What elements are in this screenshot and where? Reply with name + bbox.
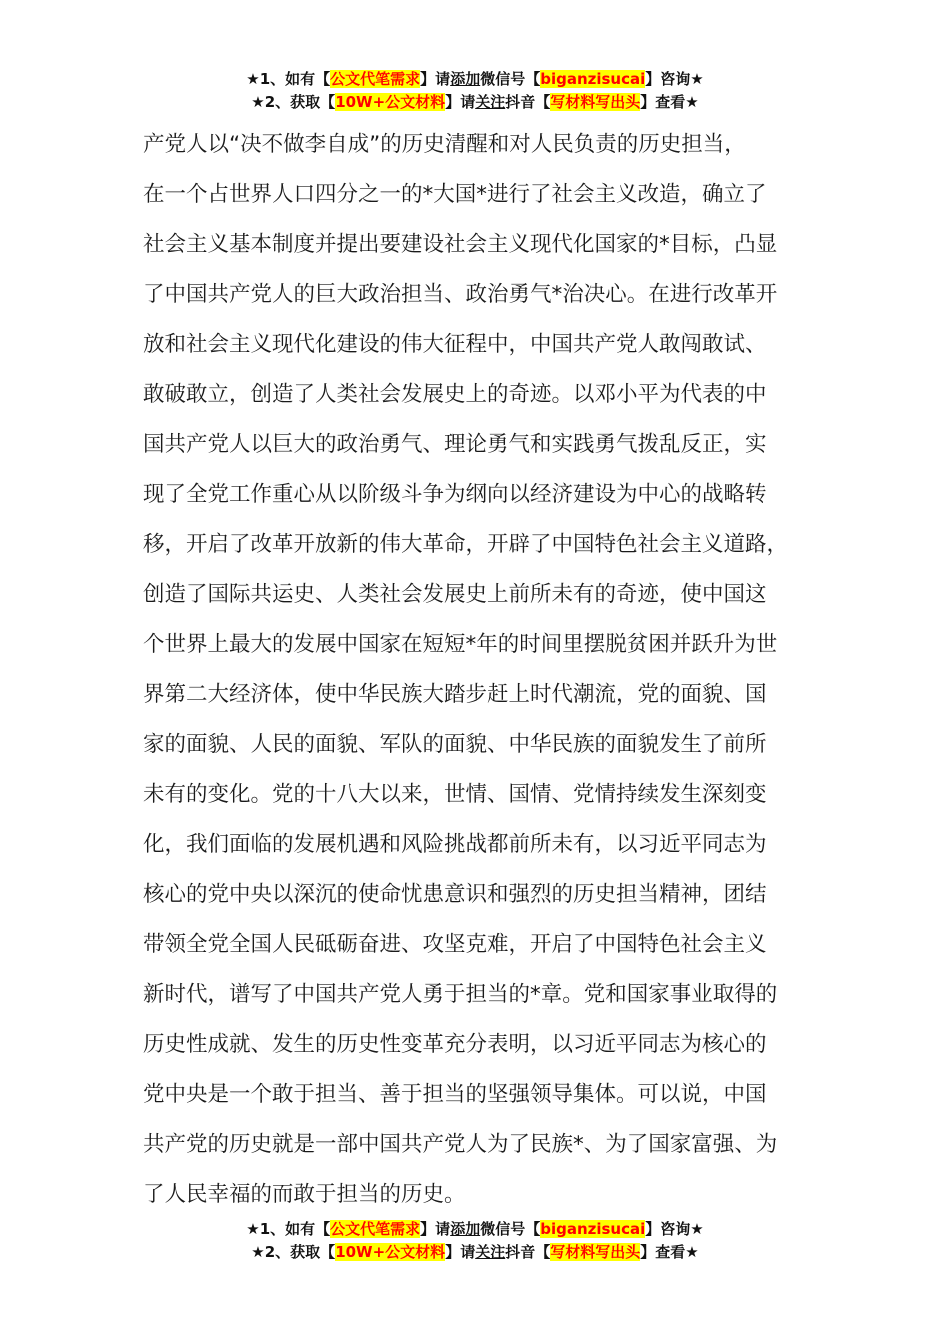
highlight-text: 公文代笔需求 [330, 70, 421, 88]
wechat-id: biganzisucai [540, 70, 646, 88]
banner-line-1: ★1、如有【公文代笔需求】请添加微信号【biganzisucai】咨询★ [246, 70, 704, 88]
text-line: 国共产党人以巨大的政治勇气、理论勇气和实践勇气拨乱反正，实 [143, 432, 767, 457]
header-banner [0, 68, 950, 114]
text-line: 共产党的历史就是一部中国共产党人为了民族*、为了国家富强、为 [143, 1132, 778, 1157]
text-line: 敢破敢立，创造了人类社会发展史上的奇迹。以邓小平为代表的中 [143, 382, 767, 407]
banner-line-1: ★1、如有【公文代笔需求】请添加微信号【biganzisucai】咨询★ [246, 1220, 704, 1238]
text-line: 化，我们面临的发展机遇和风险挑战都前所未有，以习近平同志为 [143, 832, 767, 857]
text-line: 带领全党全国人民砥砺奋进、攻坚克难，开启了中国特色社会主义 [143, 932, 767, 957]
text-line: 历史性成就、发生的历史性变革充分表明，以习近平同志为核心的 [143, 1032, 767, 1057]
banner-line-2: ★2、获取【10W+公文材料】请关注抖音【写材料写出头】查看★ [251, 1243, 699, 1261]
underlined-text: 关注 [475, 93, 506, 111]
douyin-account: 写材料写出头 [550, 93, 641, 111]
text-line: 创造了国际共运史、人类社会发展史上前所未有的奇迹，使中国这 [143, 582, 767, 607]
text-line: 家的面貌、人民的面貌、军队的面貌、中华民族的面貌发生了前所 [143, 732, 767, 757]
douyin-account: 写材料写出头 [550, 1243, 641, 1261]
text-line: 现了全党工作重心从以阶级斗争为纲向以经济建设为中心的战略转 [143, 482, 767, 507]
text-line: 界第二大经济体，使中华民族大踏步赶上时代潮流，党的面貌、国 [143, 682, 767, 707]
text-line: 产党人以“决不做李自成”的历史清醒和对人民负责的历史担当， [143, 132, 746, 157]
text-line: 了人民幸福的而敢于担当的历史。 [143, 1182, 466, 1207]
highlight-text: 10W+公文材料 [335, 1243, 446, 1261]
text-line: 新时代，谱写了中国共产党人勇于担当的*章。党和国家事业取得的 [143, 982, 778, 1007]
highlight-text: 公文代笔需求 [330, 1220, 421, 1238]
text-line: 个世界上最大的发展中国家在短短*年的时间里摆脱贫困并跃升为世 [143, 632, 778, 657]
text-line: 党中央是一个敢于担当、善于担当的坚强领导集体。可以说，中国 [143, 1082, 767, 1107]
text-line: 未有的变化。党的十八大以来，世情、国情、党情持续发生深刻变 [143, 782, 767, 807]
underlined-text: 添加 [450, 70, 481, 88]
text-line: 社会主义基本制度并提出要建设社会主义现代化国家的*目标，凸显 [143, 232, 778, 257]
banner-line-2: ★2、获取【10W+公文材料】请关注抖音【写材料写出头】查看★ [251, 93, 699, 111]
underlined-text: 添加 [450, 1220, 481, 1238]
text-line: 放和社会主义现代化建设的伟大征程中，中国共产党人敢闯敢试、 [143, 332, 767, 357]
document-body [143, 120, 815, 1220]
text-line: 核心的党中央以深沉的使命忧患意识和强烈的历史担当精神，团结 [143, 882, 767, 907]
text-line: 了中国共产党人的巨大政治担当、政治勇气*治决心。在进行改革开 [143, 282, 778, 307]
highlight-text: 10W+公文材料 [335, 93, 446, 111]
underlined-text: 关注 [475, 1243, 506, 1261]
text-line: 在一个占世界人口四分之一的*大国*进行了社会主义改造，确立了 [143, 182, 767, 207]
text-line: 移，开启了改革开放新的伟大革命，开辟了中国特色社会主义道路， [143, 532, 789, 557]
wechat-id: biganzisucai [540, 1220, 646, 1238]
footer-banner [0, 1218, 950, 1264]
